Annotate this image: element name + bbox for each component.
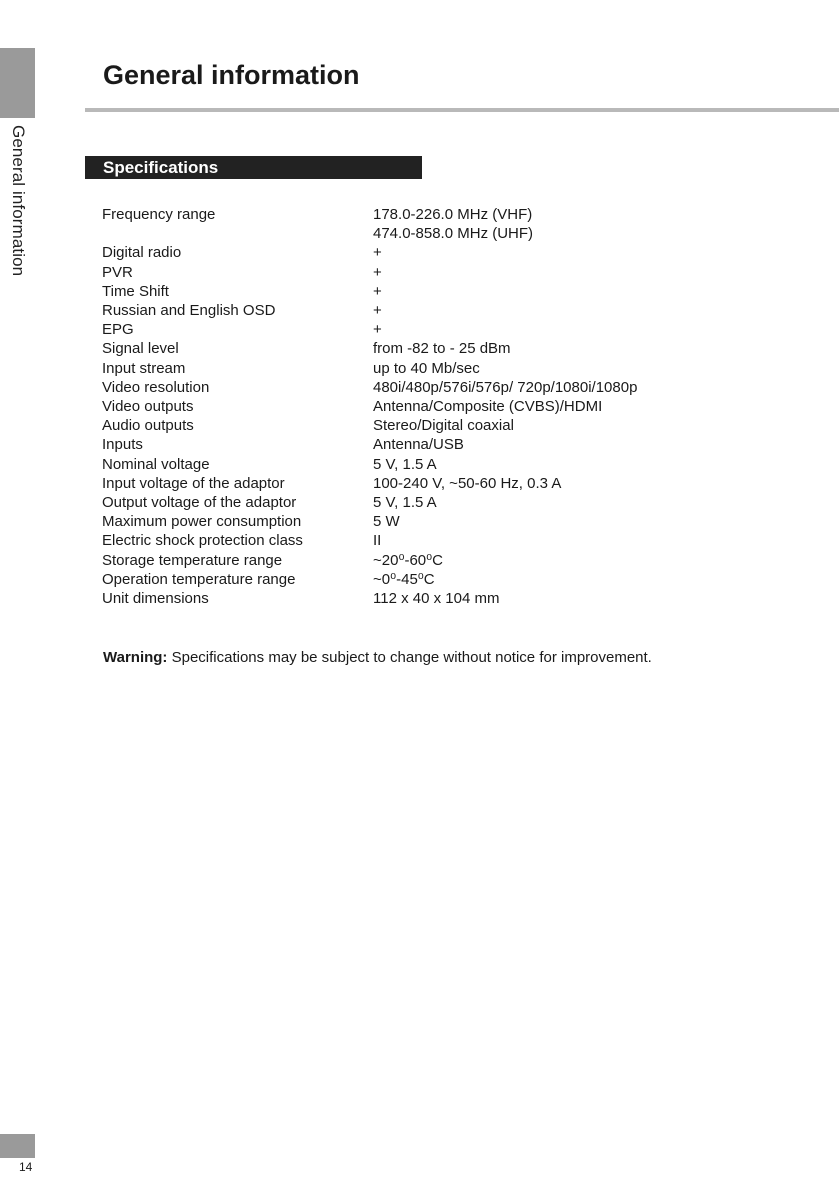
spec-value	[373, 301, 702, 320]
spec-value	[373, 512, 702, 531]
page-tab-marker	[0, 1134, 35, 1158]
spec-value	[373, 455, 702, 474]
spec-row	[102, 243, 702, 262]
spec-name: Frequency range	[102, 206, 216, 223]
spec-value	[373, 589, 702, 608]
spec-name: Video outputs	[102, 398, 194, 416]
spec-row	[102, 397, 702, 416]
spec-value	[373, 263, 702, 282]
spec-row	[102, 455, 702, 474]
spec-value	[373, 359, 702, 378]
spec-value-line: Antenna/USB	[373, 436, 464, 454]
spec-value	[373, 205, 702, 243]
spec-row	[102, 359, 702, 378]
spec-row	[102, 551, 702, 570]
spec-value-line: ~20⁰-60⁰C	[373, 551, 443, 569]
spec-value-line: 100-240 V, ~50-60 Hz, 0.3 A	[373, 474, 562, 492]
spec-name: Input voltage of the adaptor	[102, 474, 285, 492]
spec-value	[373, 531, 702, 550]
spec-value	[373, 435, 702, 454]
spec-name: Input stream	[102, 359, 186, 377]
spec-value-line: ~0⁰-45⁰C	[373, 570, 435, 588]
spec-value-line: 5 V, 1.5 A	[373, 494, 437, 512]
spec-value-line: 5 W	[373, 513, 400, 531]
spec-value	[373, 493, 702, 512]
spec-row	[102, 589, 702, 608]
spec-name: Nominal voltage	[102, 455, 210, 473]
spec-name: PVR	[102, 263, 133, 281]
spec-value-line: 474.0-858.0 MHz (UHF)	[373, 225, 534, 243]
title-divider	[85, 108, 839, 112]
specifications-table	[102, 205, 702, 608]
spec-value	[373, 397, 702, 416]
spec-row	[102, 416, 702, 435]
spec-name: Storage temperature range	[102, 551, 283, 569]
warning-label: Warning:	[103, 649, 168, 666]
spec-row	[102, 435, 702, 454]
spec-name: Video resolution	[102, 378, 210, 396]
spec-row	[102, 474, 702, 493]
spec-name: Digital radio	[102, 244, 182, 262]
spec-value-line: Stereo/Digital coaxial	[373, 417, 514, 435]
spec-value	[373, 570, 702, 589]
spec-row	[102, 263, 702, 282]
spec-row	[102, 282, 702, 301]
spec-name: Russian and English OSD	[102, 302, 276, 320]
spec-value	[373, 282, 702, 301]
spec-value-line: II	[373, 532, 382, 550]
spec-value	[373, 339, 702, 358]
spec-value-line: +	[373, 321, 382, 339]
spec-value-line: 112 x 40 x 104 mm	[373, 590, 500, 608]
spec-value-line: 5 V, 1.5 A	[373, 455, 437, 473]
spec-value-line: Antenna/Composite (CVBS)/HDMI	[373, 398, 603, 416]
page-title: General information	[103, 60, 360, 90]
spec-value	[373, 416, 702, 435]
spec-row	[102, 531, 702, 550]
spec-name: Unit dimensions	[102, 590, 209, 608]
spec-value-line: +	[373, 263, 382, 281]
spec-value	[373, 320, 702, 339]
spec-name: EPG	[102, 321, 134, 339]
spec-value-line: +	[373, 282, 382, 300]
spec-name: Electric shock protection class	[102, 532, 303, 550]
spec-name: Inputs	[102, 436, 143, 454]
side-tab-marker	[0, 48, 35, 118]
spec-name: Signal level	[102, 340, 179, 358]
spec-name: Time Shift	[102, 282, 169, 300]
spec-value	[373, 378, 702, 397]
spec-value	[373, 474, 702, 493]
spec-row	[102, 493, 702, 512]
warning-note	[103, 649, 652, 666]
side-section-label: General information	[9, 125, 28, 277]
spec-name: Output voltage of the adaptor	[102, 494, 297, 512]
page-number: 14	[19, 1160, 33, 1174]
spec-value-line: up to 40 Mb/sec	[373, 359, 480, 377]
spec-value-line: 480i/480p/576i/576p/ 720p/1080i/1080p	[373, 378, 638, 396]
spec-value-line: +	[373, 244, 382, 262]
spec-name: Operation temperature range	[102, 570, 296, 588]
spec-row	[102, 339, 702, 358]
spec-name: Audio outputs	[102, 417, 194, 435]
spec-value	[373, 551, 702, 570]
spec-value-line: +	[373, 302, 382, 320]
spec-row	[102, 570, 702, 589]
spec-value-line: from -82 to - 25 dBm	[373, 340, 511, 358]
spec-row	[102, 320, 702, 339]
spec-row	[102, 378, 702, 397]
spec-row	[102, 301, 702, 320]
spec-row	[102, 512, 702, 531]
section-heading: Specifications	[85, 156, 422, 179]
spec-name: Maximum power consumption	[102, 513, 302, 531]
warning-text: Specifications may be subject to change without notice for improvement.	[167, 649, 652, 666]
spec-value-line: 178.0-226.0 MHz (VHF)	[373, 206, 533, 223]
spec-row	[102, 205, 702, 243]
spec-value	[373, 243, 702, 262]
